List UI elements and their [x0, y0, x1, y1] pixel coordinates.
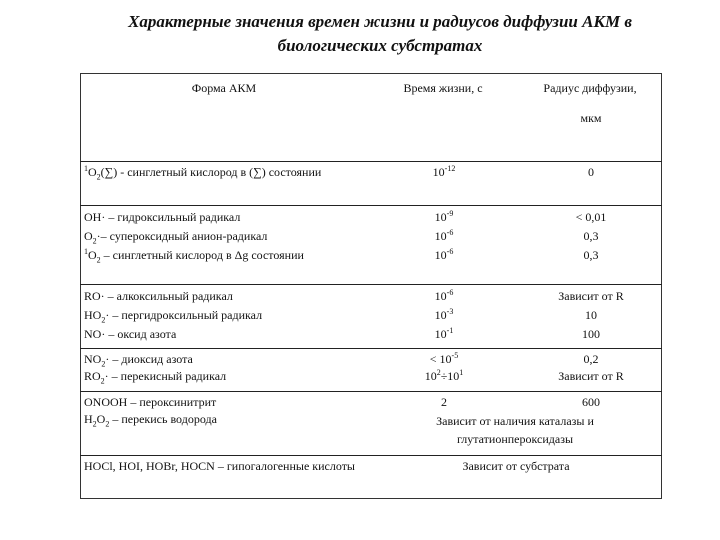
table-row-1-form: $^1O_2(\sum)$ - синглетный кислород в (∑) состоянии [80, 161, 368, 205]
table-row-6-radius: 10 [585, 308, 597, 322]
header-form: Форма АКМ [191, 81, 257, 95]
header-radius-unit: мкм [580, 111, 602, 125]
table-row-10-life: 2 [368, 391, 518, 412]
table-row-7-form: NO· – оксид азота [84, 327, 177, 341]
header-lifetime: Время жизни, с [403, 81, 483, 95]
table-row-11-form: $H_2O_2$ – перекись водорода [84, 412, 217, 429]
table-row-2-life: $10^{-9}$ [368, 205, 518, 229]
table-row-9-life: $10^2\div 10^1$ [424, 368, 464, 383]
title-line-2: биологических субстратах [277, 36, 483, 55]
header-radius: Радиус диффузии, [543, 81, 637, 95]
table-row-3-radius: 0,3 [583, 229, 599, 243]
table-row-3-form: $O_2\cdot-$ супероксидный анион-радикал [84, 229, 268, 246]
table-row-4-form: $^1O_2$ – синглетный кислород в Δg состоянии [84, 247, 304, 265]
table-row-5-form: RO· – алкоксильный радикал [80, 284, 368, 308]
table-row-10-radius: 600 [518, 391, 662, 412]
table-row-1-life: $10^{-12}$ [368, 161, 518, 205]
table-row-3-life: $10^{-6}$ [434, 228, 454, 243]
table-row-8-life: < $10^{-5}$ [368, 348, 518, 369]
table-row-5-radius: Зависит от R [518, 284, 662, 308]
table-row-8-radius: 0,2 [518, 348, 662, 369]
table-row-1-radius: 0 [518, 161, 662, 205]
table-row-4-radius: 0,3 [583, 248, 599, 262]
table-row-5-life: $10^{-6}$ [368, 284, 518, 308]
table-row-4-life: $10^{-6}$ [434, 247, 454, 262]
document-title [60, 10, 700, 58]
table-row-10-form: ONOOH – пероксинитрит [80, 391, 368, 412]
table-row-6-life: $10^{-3}$ [434, 307, 454, 322]
akm-table [80, 73, 662, 501]
table-row-7-radius: 100 [582, 327, 600, 341]
table-row-11-merged: Зависит от наличия каталазы и глутатионпероксидазы [436, 414, 594, 446]
table-row-9-radius: Зависит от R [558, 369, 624, 383]
table-row-2-radius: < 0,01 [518, 205, 662, 229]
table-row-9-form: $RO_2\cdot$ – перекисный радикал [84, 369, 227, 386]
table-row-2-form: OH· – гидроксильный радикал [80, 205, 368, 229]
table-row-6-form: $HO_2\cdot$ – пергидроксильный радикал [84, 308, 263, 325]
table-row-7-life: $10^{-1}$ [434, 326, 454, 341]
table-row-12-form: HOCl, HOI, HOBr, HOCN – гипогалогенные кислоты [80, 455, 368, 501]
table-row-8-form: $NO_2\cdot$ – диоксид азота [80, 348, 368, 369]
table-row-12-merged: Зависит от субстрата [368, 455, 662, 501]
title-line-1: Характерные значения времен жизни и радиусов диффузии АКМ в [128, 12, 632, 31]
